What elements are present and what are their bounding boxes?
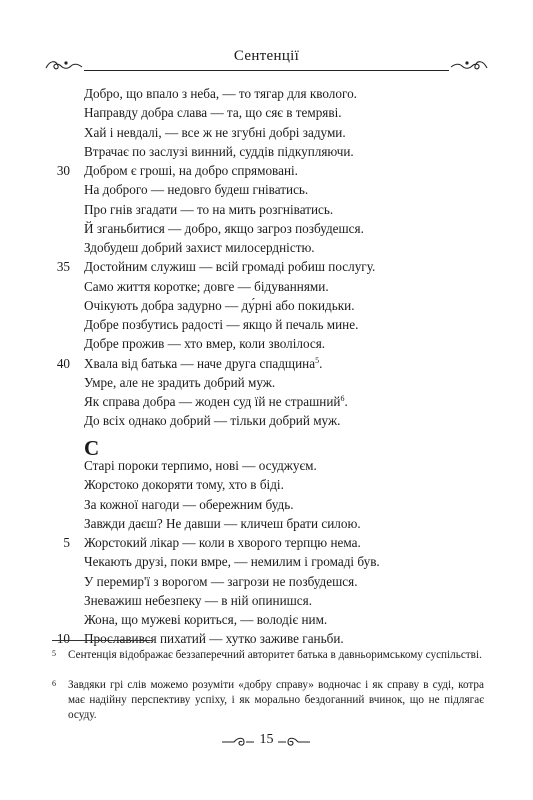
verse-line [84, 239, 315, 257]
page-number: 15 [259, 732, 274, 747]
verse-line [84, 457, 317, 475]
verse-text: За кожної нагоди — обережним будь. [84, 496, 294, 512]
verse-text: Добро, що впало з неба, — то тягар для кволого. [84, 86, 357, 101]
verse-line [84, 335, 325, 353]
verse-line [84, 201, 333, 219]
verse-text: На доброго — недовго будеш гніватись. [84, 182, 309, 198]
line-number: 40 [56, 355, 70, 371]
verse-line [84, 316, 358, 334]
verse-line [84, 553, 380, 571]
verse-line [84, 124, 346, 142]
verse-text: Старі пороки терпимо, нові — осуджуєм. [84, 458, 317, 473]
verse-line [84, 412, 340, 430]
verse-text: Прославився пихатий — хутко заживе ганьби. [84, 631, 344, 647]
verse-text: Завжди даєш? Не давши — кличеш брати силою. [84, 515, 361, 531]
verse-line [84, 611, 327, 629]
footnote-reference: 5 [315, 355, 320, 365]
verse-text: Про гнів згадати — то на мить розгніватись. [84, 201, 334, 217]
footnote-mark: 6 [52, 679, 56, 688]
verse-line [84, 534, 361, 552]
footnote-6 [52, 678, 484, 723]
verse-text: Чекають друзі, поки вмре, — немилим і громаді був. [84, 554, 380, 570]
verse-punctuation: . [319, 355, 323, 371]
verse-text: Достойним служиш — всій громаді робиш послугу. [84, 259, 376, 275]
running-header [44, 44, 489, 74]
verse-text: У перемир'ї з ворогом — загрози не позбудешся. [84, 573, 358, 589]
verse-line [84, 258, 375, 276]
line-number: 35 [56, 259, 70, 275]
verse-text: Здобудеш добрий захист милосердністю. [84, 240, 315, 255]
verse-line [84, 143, 354, 161]
verse-line [84, 104, 342, 122]
verse-line [84, 496, 294, 514]
verse-text: Хвала від батька — наче друга спадщина [84, 355, 316, 371]
footnote-text: Сентенція відображає беззаперечний авторитет батька в давньоримському суспільстві. [68, 649, 482, 661]
verse-line [84, 573, 358, 591]
line-number: 30 [56, 163, 70, 178]
verse-line [84, 393, 348, 411]
line-number: 5 [63, 535, 70, 550]
verse-line [84, 162, 298, 180]
verse-line [84, 297, 355, 315]
verse-line [84, 85, 357, 103]
flourish-ornament-icon [276, 736, 312, 748]
footnote-mark: 5 [52, 649, 56, 658]
verse-text: Само життя коротке; довге — бідуваннями. [84, 278, 329, 294]
verse-line [84, 278, 329, 296]
line-number: 10 [56, 631, 70, 647]
verse-text: Й зганьбитися — добро, якщо загроз позбудешся. [84, 220, 364, 236]
verse-text: Очікують добра задурно — ду́рні або покидьки. [84, 297, 355, 313]
verse-line [84, 220, 364, 238]
verse-line [84, 515, 361, 533]
verse-text: Як справа добра — жоден суд їй не страшний [84, 394, 341, 409]
page-title: Сентенції [233, 48, 300, 64]
verse-text: Добре прожив — хто вмер, коли зволілося. [84, 336, 326, 352]
flourish-ornament-icon [449, 58, 489, 72]
verse-text: Зневажиш небезпеку — в ній опинишся. [84, 592, 313, 608]
verse-text: Жорстокий лікар — коли в хворого терпцю нема. [84, 535, 361, 550]
verse-text: Направду добра слава — та, що сяє в темряві. [84, 105, 342, 121]
verse-text: Жорстоко докоряти тому, хто в біді. [84, 477, 284, 493]
verse-line [84, 476, 284, 494]
header-rule [84, 70, 449, 71]
verse-line [84, 592, 312, 610]
verse-line [84, 374, 275, 392]
verse-text: Добром є гроші, на добро спрямовані. [84, 163, 298, 178]
verse-text: Умре, але не зрадить добрий муж. [84, 374, 276, 390]
verse-text: Добре позбутись радості — якщо й печаль мине. [84, 317, 359, 332]
verse-line [84, 355, 322, 373]
footnote-reference: 6 [340, 394, 345, 403]
footnote-rule [52, 640, 152, 641]
footnote-text: Завдяки грі слів можемо розуміти «добру справу» водночас і як справу в суді, котра має надійну перспективу успіху, і як морально бездоганний вчинок, що не підлягає осуду. [68, 679, 484, 721]
page-footer [0, 732, 533, 752]
footnote-5 [52, 648, 484, 663]
verse-line [84, 181, 308, 199]
verse-text: Жона, що мужеві кориться, — володіє ним. [84, 612, 328, 627]
verse-text: Хай і невдалі, — все ж не згубні добрі задуми. [84, 124, 346, 140]
section-letter-heading: C [84, 436, 100, 460]
verse-text: До всіх однако добрий — тільки добрий муж. [84, 413, 341, 429]
verse-text: Втрачає по заслузі винний, суддів підкупляючи. [84, 143, 354, 159]
verse-punctuation: . [344, 394, 348, 409]
